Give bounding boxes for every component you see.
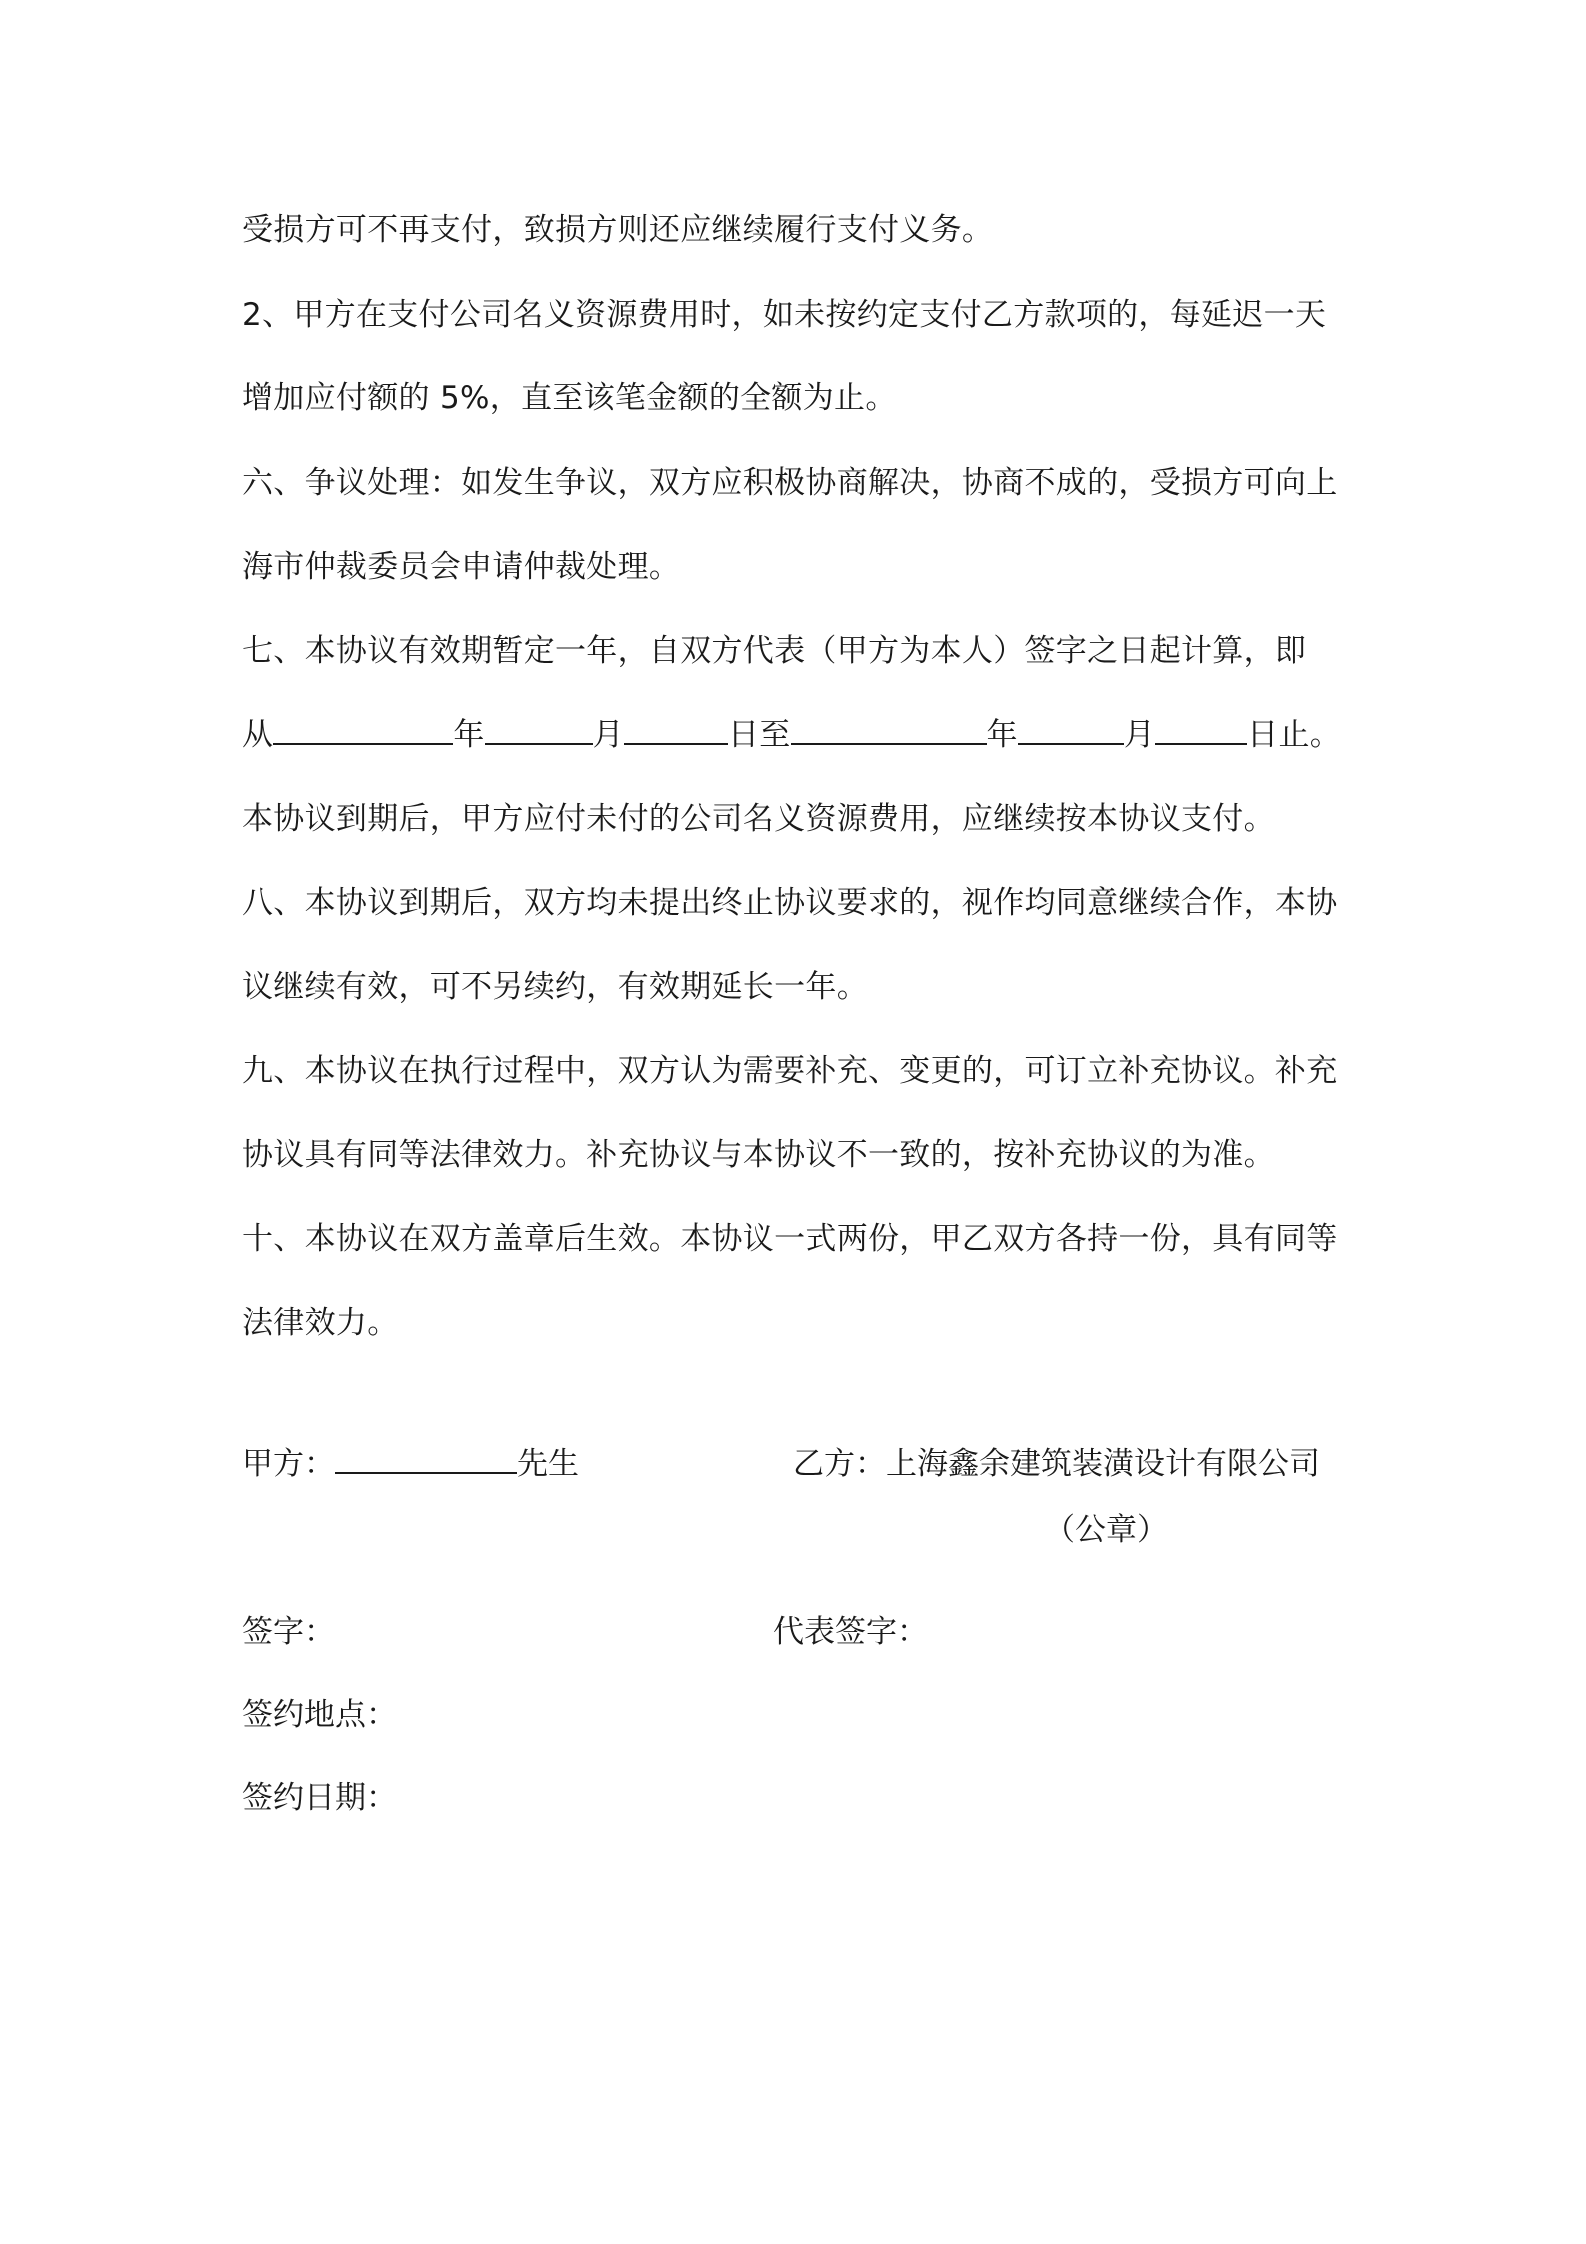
month-blank [485,715,593,745]
party-a-name-blank [335,1444,517,1474]
paragraph-line: 增加应付额的 5%，直至该笔金额的全额为止。 [242,380,897,416]
day-blank [624,715,728,745]
month-label-2: 月 [1123,717,1156,753]
month-blank-2 [1018,715,1124,745]
paragraph-line: 2、甲方在支付公司名义资源费用时，如未按约定支付乙方款项的，每延迟一天 [242,297,1327,333]
paragraph-line: 八、本协议到期后，双方均未提出终止协议要求的，视作均同意继续合作，本协 [242,885,1338,921]
paragraph-line: 十、本协议在双方盖章后生效。本协议一式两份，甲乙双方各持一份，具有同等 [242,1221,1338,1257]
date-from-label: 从 [242,717,274,753]
paragraph-line: 协议具有同等法律效力。补充协议与本协议不一致的，按补充协议的为准。 [242,1137,1275,1173]
paragraph-line: 六、争议处理：如发生争议，双方应积极协商解决，协商不成的，受损方可向上 [242,465,1338,501]
paragraph-line: 海市仲裁委员会申请仲裁处理。 [242,549,681,585]
month-label: 月 [592,717,624,753]
paragraph-line: 受损方可不再支付，致损方则还应继续履行支付义务。 [242,212,994,248]
party-a-line [242,1444,579,1484]
year-blank-2 [791,715,987,745]
company-seal-label: （公章） [1044,1512,1168,1548]
date-range-line [242,715,1362,755]
paragraph-line: 九、本协议在执行过程中，双方认为需要补充、变更的，可订立补充协议。补充 [242,1053,1338,1089]
day-end-label: 日止。 [1247,717,1342,753]
party-a-label: 甲方： [242,1446,335,1482]
year-label-2: 年 [986,717,1018,753]
day-blank-2 [1155,715,1247,745]
paragraph-line: 议继续有效，可不另续约，有效期延长一年。 [242,969,868,1005]
year-blank [273,715,453,745]
paragraph-line: 法律效力。 [242,1305,399,1341]
party-b-signature-label: 代表签字： [773,1614,928,1650]
party-a-suffix: 先生 [517,1446,579,1482]
party-b-line: 乙方：上海鑫余建筑装潢设计有限公司 [793,1446,1320,1482]
paragraph-line: 本协议到期后，甲方应付未付的公司名义资源费用，应继续按本协议支付。 [242,801,1275,837]
year-label: 年 [453,717,485,753]
paragraph-line: 七、本协议有效期暂定一年，自双方代表（甲方为本人）签字之日起计算，即 [242,633,1307,669]
day-to-label: 日至 [727,717,791,753]
party-a-signature-label: 签字： [242,1614,335,1650]
signing-date-label: 签约日期： [242,1780,397,1816]
signing-place-label: 签约地点： [242,1697,397,1733]
